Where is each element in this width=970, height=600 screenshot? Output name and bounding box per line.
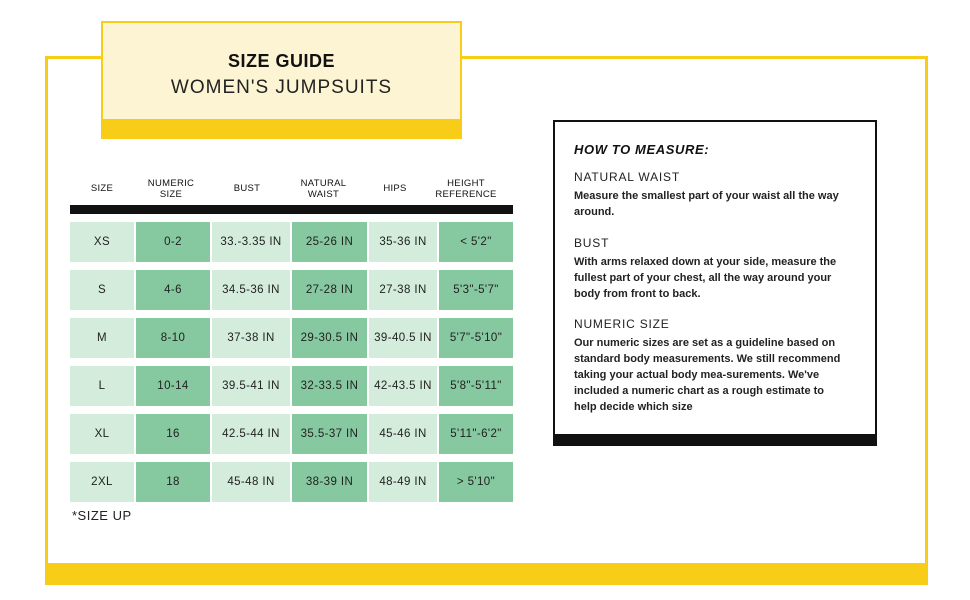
measure-heading: BUST [574, 236, 610, 250]
table-row [70, 222, 513, 262]
size-table-header [70, 172, 513, 205]
cell-hips: 48-49 IN [369, 462, 437, 502]
cell-natural-waist: 29-30.5 IN [292, 318, 367, 358]
measure-section-natural-waist [574, 170, 849, 220]
cell-hips: 35-36 IN [369, 222, 437, 262]
cell-height-reference: < 5'2" [439, 222, 513, 262]
cell-numeric-size: 10-14 [136, 366, 210, 406]
cell-hips: 45-46 IN [369, 414, 437, 454]
cell-bust: 42.5-44 IN [212, 414, 290, 454]
cell-size: S [70, 270, 134, 310]
page-title: SIZE GUIDE [227, 51, 335, 71]
cell-natural-waist: 32-33.5 IN [292, 366, 367, 406]
header-height-reference: HEIGHT REFERENCE [435, 177, 497, 200]
measure-heading: NATURAL WAIST [574, 170, 680, 184]
measure-text: Measure the smallest part of your waist all the way around. [574, 190, 839, 218]
size-up-footnote: *SIZE UP [72, 508, 132, 523]
table-row [70, 462, 513, 502]
cell-bust: 33.-3.35 IN [212, 222, 290, 262]
measure-panel-bottom-bar [553, 434, 877, 446]
header-size: SIZE [90, 183, 114, 194]
cell-size: XL [70, 414, 134, 454]
measure-section-bust [574, 236, 849, 302]
cell-hips: 27-38 IN [369, 270, 437, 310]
measure-text: Our numeric sizes are set as a guideline based on standard body measurements. We still recommend taking your actual body mea-surements. We've included a numeric chart as a rough estimate to help decide which size [574, 337, 841, 413]
table-row [70, 366, 513, 406]
header-bust: BUST [233, 183, 261, 194]
cell-natural-waist: 25-26 IN [292, 222, 367, 262]
measure-section-numeric-size [574, 317, 849, 415]
table-row [70, 318, 513, 358]
cell-height-reference: 5'3"-5'7" [439, 270, 513, 310]
cell-height-reference: 5'8"-5'11" [439, 366, 513, 406]
measure-heading: NUMERIC SIZE [574, 317, 670, 331]
header-numeric-size: NUMERIC SIZE [147, 177, 195, 200]
how-to-measure-panel [553, 120, 877, 446]
cell-bust: 39.5-41 IN [212, 366, 290, 406]
cell-height-reference: 5'7"-5'10" [439, 318, 513, 358]
cell-natural-waist: 38-39 IN [292, 462, 367, 502]
cell-bust: 34.5-36 IN [212, 270, 290, 310]
cell-natural-waist: 27-28 IN [292, 270, 367, 310]
cell-height-reference: 5'11"-6'2" [439, 414, 513, 454]
title-card-body [101, 21, 462, 119]
table-header-rule [70, 205, 513, 214]
cell-size: 2XL [70, 462, 134, 502]
cell-numeric-size: 8-10 [136, 318, 210, 358]
cell-numeric-size: 0-2 [136, 222, 210, 262]
cell-hips: 39-40.5 IN [369, 318, 437, 358]
cell-bust: 45-48 IN [212, 462, 290, 502]
cell-numeric-size: 16 [136, 414, 210, 454]
frame-bottom-bar [45, 563, 928, 585]
cell-numeric-size: 4-6 [136, 270, 210, 310]
measure-text: With arms relaxed down at your side, measure the fullest part of your chest, all the way around your body from front to back. [574, 256, 837, 300]
header-natural-waist: NATURAL WAIST [300, 177, 347, 200]
header-hips: HIPS [383, 183, 407, 194]
cell-size: XS [70, 222, 134, 262]
cell-numeric-size: 18 [136, 462, 210, 502]
page-subtitle: WOMEN'S JUMPSUITS [170, 77, 393, 98]
title-card-bar [101, 119, 462, 139]
how-to-measure-title: HOW TO MEASURE: [574, 142, 710, 157]
table-row [70, 414, 513, 454]
title-card [101, 21, 462, 139]
cell-bust: 37-38 IN [212, 318, 290, 358]
table-row [70, 270, 513, 310]
cell-size: L [70, 366, 134, 406]
cell-height-reference: > 5'10" [439, 462, 513, 502]
size-table [70, 222, 513, 510]
cell-size: M [70, 318, 134, 358]
cell-hips: 42-43.5 IN [369, 366, 437, 406]
cell-natural-waist: 35.5-37 IN [292, 414, 367, 454]
